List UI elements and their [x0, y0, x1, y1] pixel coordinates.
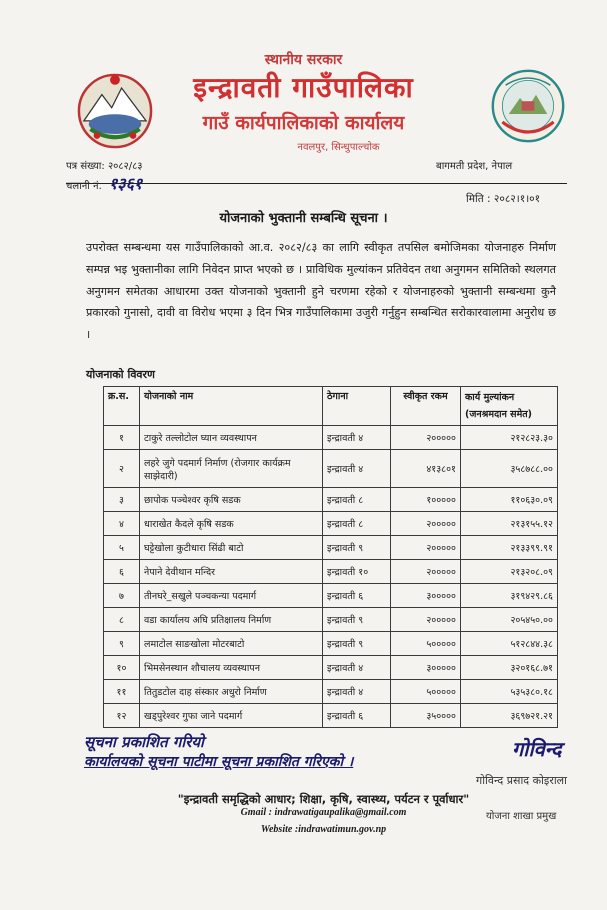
cell-project-name: टाकुरे तल्लोटोल घ्यान व्यवस्थापन	[140, 426, 323, 450]
cell-work-valuation: २१३३९९.९१	[461, 536, 558, 560]
header-approved-amount: स्वीकृत रकम	[391, 387, 461, 426]
cell-project-name: लमाटोल साङखोला मोटरबाटो	[140, 632, 323, 656]
letterhead-divider	[66, 183, 567, 184]
cell-work-valuation: ५३५३८०.१८	[461, 680, 558, 704]
cell-serial: २	[104, 450, 140, 488]
dispatch-number-handwritten: १३६१	[108, 174, 143, 193]
header-work-valuation: कार्य मुल्यांकन (जनश्रमदान समेत)	[461, 387, 558, 426]
cell-work-valuation: २१२८२३.३०	[461, 426, 558, 450]
cell-project-name: भिमसेनस्थान शौचालय व्यवस्थापन	[140, 656, 323, 680]
municipality-slogan: "इन्द्रावती समृद्धिको आधार; शिक्षा, कृषि, स्वास्थ्य, पर्यटन र पूर्वाधार"	[177, 792, 470, 806]
cell-project-name: धाराखेत कैदले कृषि सडक	[140, 512, 323, 536]
table-row	[104, 488, 558, 512]
cell-serial: ९	[104, 632, 140, 656]
cell-serial: ४	[104, 512, 140, 536]
cell-work-valuation: ३१९४२९.८६	[461, 584, 558, 608]
header-serial: क्र.स.	[104, 387, 140, 426]
cell-address: इन्द्रावती ८	[323, 512, 391, 536]
cell-address: इन्द्रावती ४	[323, 656, 391, 680]
dispatch-number: चलानी नं. १३६१	[66, 174, 143, 193]
cell-approved-amount: ५०००००	[391, 632, 461, 656]
cell-project-name: नेपाने देवीथान मन्दिर	[140, 560, 323, 584]
cell-address: इन्द्रावती ९	[323, 536, 391, 560]
table-row	[104, 560, 558, 584]
province-label: बागमती प्रदेश, नेपाल	[436, 161, 513, 172]
signatory-title: योजना शाखा प्रमुख	[486, 811, 557, 822]
header-address: ठेगाना	[323, 387, 391, 426]
table-row	[104, 536, 558, 560]
cell-address: इन्द्रावती ९	[323, 632, 391, 656]
cell-serial: ३	[104, 488, 140, 512]
cell-address: इन्द्रावती ४	[323, 450, 391, 488]
cell-approved-amount: २०००००	[391, 608, 461, 632]
cell-serial: ५	[104, 536, 140, 560]
office-name: गाउँ कार्यपालिकाको कार्यालय	[202, 112, 405, 134]
cell-approved-amount: ३०००००	[391, 656, 461, 680]
handwritten-note-line-1: सूचना प्रकाशित गरियो	[84, 733, 204, 751]
cell-work-valuation: २१३१५५.१२	[461, 512, 558, 536]
local-government-label: स्थानीय सरकार	[264, 52, 343, 68]
cell-work-valuation: ३६९७२१.२१	[461, 704, 558, 728]
signatory-name: गोविन्द प्रसाद कोइराला	[476, 774, 567, 787]
table-caption: योजनाको विवरण	[86, 368, 156, 381]
table-row	[104, 632, 558, 656]
notice-body: उपरोक्त सम्बन्धमा यस गाउँपालिकाको आ.व. २०८२/८३ का लागि स्वीकृत तपसिल बमोजिमका योजनाहरु निर्माण सम्पन्न भइ भुक्तानीका लागि निवेदन प्राप्त भएको छ । प्राविधिक मुल्यांकन प्रतिवेदन तथा अनुगमन समितिको स्थलगत अनुगमन समेतका आधारमा उक्त योजनाको भुक्तानी हुने चरणमा रहेको र योजनाहरुको भुक्तानी सम्बन्धमा कुनै प्रकारको गुनासो, दावी वा विरोध भएमा ३ दिन भित्र गाउँपालिकामा उजुरी गर्नुहुन सम्बन्धित सरोकारवालामा अनुरोध छ ।	[86, 241, 556, 342]
cell-approved-amount: २०००००	[391, 426, 461, 450]
table-row	[104, 426, 558, 450]
cell-work-valuation: २१३२०८.०९	[461, 560, 558, 584]
cell-project-name: वडा कार्यालय अघि प्रतिक्षालय निर्माण	[140, 608, 323, 632]
cell-work-valuation: ५१२८४४.३८	[461, 632, 558, 656]
handwritten-note-line-2: कार्यालयको सूचना पाटीमा सूचना प्रकाशित गरिएको ।	[84, 754, 354, 770]
cell-approved-amount: २०००००	[391, 536, 461, 560]
cell-approved-amount: २०००००	[391, 560, 461, 584]
table-row	[104, 680, 558, 704]
contact-gmail: Gmail : indrawatigaupalika@gmail.com	[240, 807, 407, 818]
cell-serial: ६	[104, 560, 140, 584]
table-body	[104, 426, 558, 728]
cell-serial: ११	[104, 680, 140, 704]
cell-serial: १२	[104, 704, 140, 728]
table-row	[104, 704, 558, 728]
cell-project-name: तीनघरे_सखुले पञ्चकन्या पदमार्ग	[140, 584, 323, 608]
cell-address: इन्द्रावती ४	[323, 426, 391, 450]
cell-work-valuation: ३२०१६८.७१	[461, 656, 558, 680]
contact-website: Website :indrawatimun.gov.np	[260, 824, 387, 835]
cell-approved-amount: ५०००००	[391, 680, 461, 704]
municipality-name: इन्द्रावती गाउँपालिका	[193, 71, 414, 104]
cell-approved-amount: २०००००	[391, 512, 461, 536]
letter-date: मिति : २०८२।१।०१	[466, 193, 541, 205]
reference-number: पत्र संख्या: २०८२/८३	[66, 161, 143, 172]
cell-approved-amount: ३०००००	[391, 584, 461, 608]
cell-project-name: खड्पुरेश्वर गुफा जाने पदमार्ग	[140, 704, 323, 728]
cell-approved-amount: ४१३८०१	[391, 450, 461, 488]
cell-serial: १	[104, 426, 140, 450]
cell-approved-amount: १०००००	[391, 488, 461, 512]
cell-project-name: घट्टेखोला कुटीधारा सिंढी बाटो	[140, 536, 323, 560]
cell-address: इन्द्रावती १०	[323, 560, 391, 584]
cell-project-name: तितुडटोल दाह संस्कार अधुरो निर्माण	[140, 680, 323, 704]
office-address: नवलपुर, सिन्धुपाल्चोक	[297, 142, 380, 153]
cell-serial: १०	[104, 656, 140, 680]
cell-serial: ७	[104, 584, 140, 608]
cell-address: इन्द्रावती ४	[323, 680, 391, 704]
table-header-row	[104, 387, 558, 426]
cell-address: इन्द्रावती ६	[323, 704, 391, 728]
projects-table	[103, 386, 558, 728]
signature: गोविन्द	[512, 737, 562, 761]
cell-work-valuation: ३५८७८८.००	[461, 450, 558, 488]
cell-work-valuation: ११०६३०.०९	[461, 488, 558, 512]
table-row	[104, 608, 558, 632]
cell-address: इन्द्रावती ६	[323, 584, 391, 608]
table-row	[104, 584, 558, 608]
header-project-name: योजनाको नाम	[140, 387, 323, 426]
cell-address: इन्द्रावती ८	[323, 488, 391, 512]
cell-work-valuation: २०५४५०.००	[461, 608, 558, 632]
cell-project-name: लहरे जुगे पदमार्ग निर्माण (रोजगार कार्यक्रम साझेदारी)	[140, 450, 323, 488]
cell-approved-amount: ३५००००	[391, 704, 461, 728]
notice-subject: योजनाको भुक्तानी सम्बन्धि सूचना ।	[219, 211, 388, 226]
table-row	[104, 450, 558, 488]
table-row	[104, 656, 558, 680]
cell-address: इन्द्रावती ९	[323, 608, 391, 632]
cell-project-name: छापोक पञ्चेश्वर कृषि सडक	[140, 488, 323, 512]
cell-serial: ८	[104, 608, 140, 632]
table-row	[104, 512, 558, 536]
